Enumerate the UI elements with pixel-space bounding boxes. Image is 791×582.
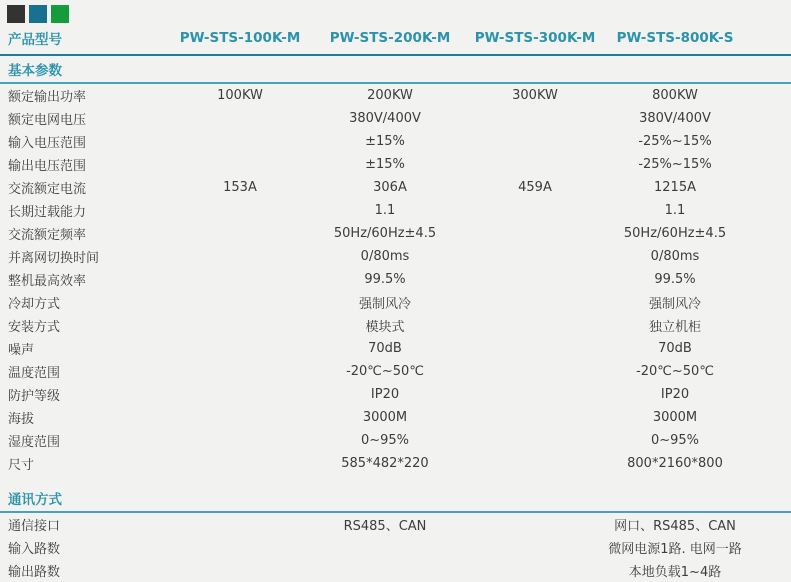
cell-value: 0/80ms <box>650 249 700 264</box>
row-label: 输出路数 <box>8 565 61 580</box>
table-row <box>0 153 791 176</box>
cell-value: 0~95% <box>360 433 410 448</box>
cell-value: 300KW <box>512 88 558 103</box>
cell-value: 0/80ms <box>360 249 410 264</box>
table-row <box>0 337 791 360</box>
row-filler <box>745 153 791 176</box>
table-row <box>0 406 791 429</box>
dark-square-icon <box>7 5 25 23</box>
row-filler <box>745 268 791 291</box>
cell-value: IP20 <box>370 387 400 402</box>
row-filler <box>745 291 791 314</box>
cell-value: 99.5% <box>654 272 696 287</box>
table-row <box>0 83 791 107</box>
cell-value: 70dB <box>368 341 402 356</box>
cell-value: 200KW <box>367 88 413 103</box>
row-filler <box>745 512 791 536</box>
row-label: 长期过载能力 <box>8 205 87 220</box>
table-row <box>0 176 791 199</box>
row-label: 冷却方式 <box>8 297 61 312</box>
row-filler <box>745 429 791 452</box>
table-row <box>0 429 791 452</box>
cell-value: 100KW <box>217 88 263 103</box>
cell-value: 99.5% <box>364 272 406 287</box>
cell-value: -25%~15% <box>638 134 712 149</box>
cell-value: 1.1 <box>374 203 396 218</box>
cell-value: -20℃~50℃ <box>346 364 424 379</box>
table-row <box>0 291 791 314</box>
table-row <box>0 268 791 291</box>
cell-value: 本地负载1~4路 <box>628 565 722 580</box>
column-header-model-200k: PW-STS-200K-M <box>315 25 465 55</box>
table-row <box>0 559 791 582</box>
row-filler <box>745 559 791 582</box>
cell-value: 380V/400V <box>349 111 421 126</box>
green-square-icon <box>51 5 69 23</box>
row-label: 尺寸 <box>8 458 35 473</box>
cell-value: 微网电源1路. 电网一路 <box>608 542 742 557</box>
cell-value: 1.1 <box>664 203 686 218</box>
row-label: 防护等级 <box>8 389 61 404</box>
row-label: 湿度范围 <box>8 435 61 450</box>
row-filler <box>745 130 791 153</box>
row-filler <box>745 107 791 130</box>
table-row <box>0 222 791 245</box>
cell-value: 独立机柜 <box>648 320 701 335</box>
table-row <box>0 383 791 406</box>
table-row <box>0 245 791 268</box>
cell-value: 153A <box>223 180 257 195</box>
row-label: 交流额定电流 <box>8 182 87 197</box>
cell-value <box>165 559 605 582</box>
section-title: 通讯方式 <box>0 475 791 512</box>
row-filler <box>745 222 791 245</box>
row-filler <box>745 245 791 268</box>
header-filler <box>745 25 791 55</box>
table-row <box>0 536 791 559</box>
column-header-model-800k: PW-STS-800K-S <box>605 25 745 55</box>
cell-value: 585*482*220 <box>341 456 429 471</box>
row-filler <box>745 452 791 475</box>
cell-value: IP20 <box>660 387 690 402</box>
cell-value: 强制风冷 <box>648 297 701 312</box>
row-filler <box>745 536 791 559</box>
brand-squares <box>0 0 791 25</box>
table-header-row <box>0 25 791 55</box>
row-filler <box>745 176 791 199</box>
row-filler <box>745 314 791 337</box>
cell-value: 800KW <box>652 88 698 103</box>
row-label: 噪声 <box>8 343 35 358</box>
row-label: 额定输出功率 <box>8 90 87 105</box>
cell-value: 网口、RS485、CAN <box>614 519 736 534</box>
row-label: 并离网切换时间 <box>8 251 100 266</box>
cell-value: -20℃~50℃ <box>636 364 714 379</box>
cell-value: 380V/400V <box>639 111 711 126</box>
row-filler <box>745 360 791 383</box>
cell-value: 800*2160*800 <box>627 456 723 471</box>
table-row <box>0 199 791 222</box>
cell-value: -25%~15% <box>638 157 712 172</box>
section-header-row <box>0 55 791 83</box>
cell-value: 50Hz/60Hz±4.5 <box>623 226 727 241</box>
row-label: 通信接口 <box>8 519 61 534</box>
table-row <box>0 130 791 153</box>
cell-value: RS485、CAN <box>343 519 427 534</box>
table-row <box>0 452 791 475</box>
cell-value: 模块式 <box>365 320 405 335</box>
row-filler <box>745 406 791 429</box>
column-header-model-300k: PW-STS-300K-M <box>465 25 605 55</box>
row-filler <box>745 199 791 222</box>
cell-value: 强制风冷 <box>358 297 411 312</box>
row-label: 安装方式 <box>8 320 61 335</box>
spec-table <box>0 25 791 582</box>
column-header-model-100k: PW-STS-100K-M <box>165 25 315 55</box>
cell-value: 70dB <box>658 341 692 356</box>
cell-value: 459A <box>518 180 552 195</box>
row-label: 整机最高效率 <box>8 274 87 289</box>
cell-value: 1215A <box>654 180 696 195</box>
row-label: 输入电压范围 <box>8 136 87 151</box>
row-label: 输出电压范围 <box>8 159 87 174</box>
row-label: 交流额定频率 <box>8 228 87 243</box>
row-label: 海拔 <box>8 412 35 427</box>
row-filler <box>745 337 791 360</box>
cell-value <box>165 536 605 559</box>
cell-value: ±15% <box>365 134 405 149</box>
table-row <box>0 512 791 536</box>
row-label: 温度范围 <box>8 366 61 381</box>
cell-value: 3000M <box>362 410 408 425</box>
cell-value: 3000M <box>652 410 698 425</box>
table-row <box>0 314 791 337</box>
teal-square-icon <box>29 5 47 23</box>
section-title: 基本参数 <box>0 55 791 83</box>
section-header-row <box>0 475 791 512</box>
cell-value: 0~95% <box>650 433 700 448</box>
row-label: 输入路数 <box>8 542 61 557</box>
row-label: 额定电网电压 <box>8 113 87 128</box>
cell-value: 50Hz/60Hz±4.5 <box>333 226 437 241</box>
cell-value: ±15% <box>365 157 405 172</box>
table-row <box>0 360 791 383</box>
row-filler <box>745 383 791 406</box>
table-row <box>0 107 791 130</box>
row-filler <box>745 83 791 107</box>
cell-value: 306A <box>373 180 407 195</box>
column-header-product-model: 产品型号 <box>0 25 165 55</box>
